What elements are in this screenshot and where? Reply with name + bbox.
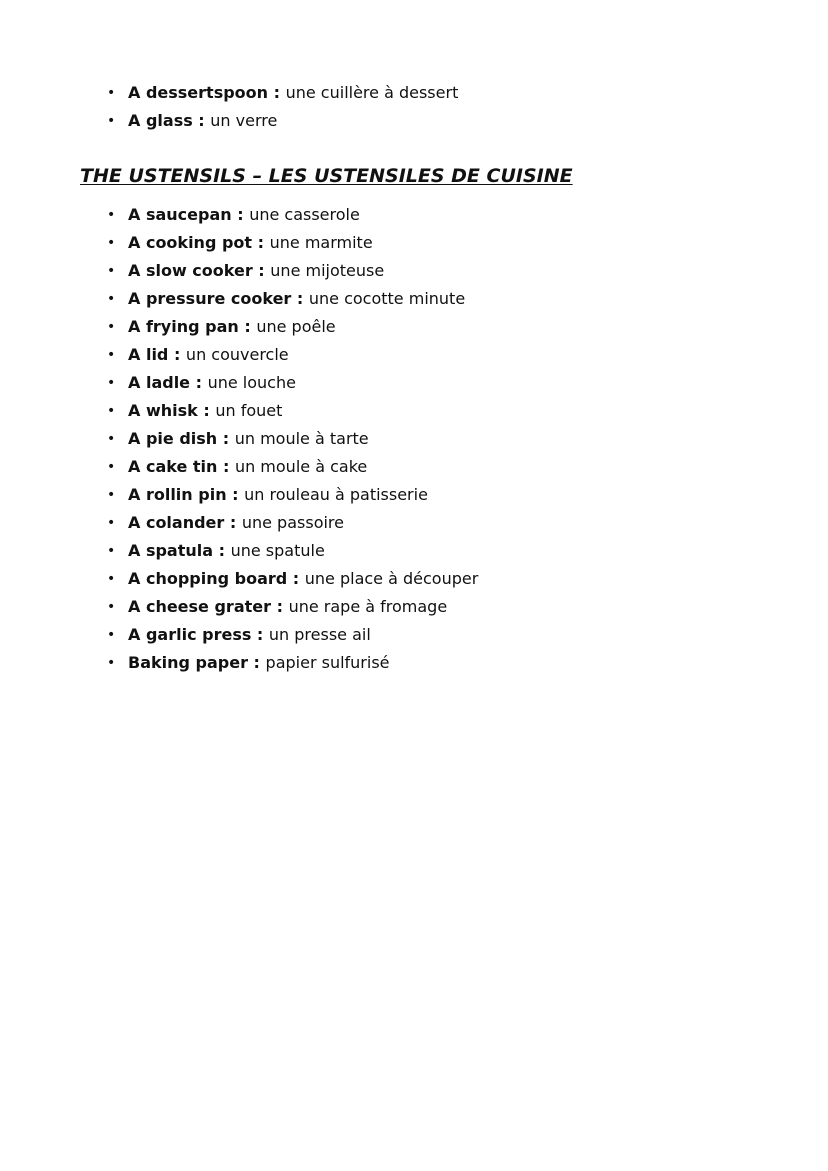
separator: : [168, 345, 186, 364]
french-translation: une mijoteuse [270, 261, 385, 280]
bullet-icon: • [107, 263, 116, 279]
french-translation: une cocotte minute [308, 289, 466, 308]
english-term: A cooking pot [128, 233, 253, 252]
bullet-icon: • [107, 319, 116, 335]
english-term: A dessertspoon [128, 83, 269, 102]
separator: : [252, 233, 270, 252]
bullet-icon: • [107, 403, 116, 419]
french-translation: une rape à fromage [288, 597, 448, 616]
english-term: A spatula [128, 541, 214, 560]
list-item [107, 79, 458, 107]
bullet-icon: • [107, 347, 116, 363]
list-item [107, 107, 458, 135]
separator: : [238, 317, 257, 336]
list-item [107, 621, 478, 649]
list-item [107, 509, 478, 537]
french-translation: une louche [207, 373, 296, 392]
separator: : [190, 373, 208, 392]
bullet-icon: • [107, 543, 116, 559]
english-term: A rollin pin [128, 485, 227, 504]
list-item [107, 481, 478, 509]
french-translation: une spatule [230, 541, 325, 560]
bullet-icon: • [107, 291, 116, 307]
bullet-icon: • [107, 207, 116, 223]
list-item [107, 201, 478, 229]
list-item [107, 397, 478, 425]
french-translation: un rouleau à patisserie [244, 485, 428, 504]
bullet-icon: • [107, 487, 116, 503]
separator: : [224, 513, 242, 532]
bullet-icon: • [107, 375, 116, 391]
english-term: A frying pan [128, 317, 239, 336]
separator: : [287, 569, 305, 588]
english-term: A pressure cooker [128, 289, 292, 308]
bullet-icon: • [107, 459, 116, 475]
french-translation: une marmite [269, 233, 373, 252]
list-item [107, 369, 478, 397]
english-term: A cheese grater [128, 597, 272, 616]
english-term: A pie dish [128, 429, 218, 448]
bullet-icon: • [107, 627, 116, 643]
bullet-icon: • [107, 235, 116, 251]
english-term: A garlic press [128, 625, 252, 644]
list-item [107, 453, 478, 481]
list-item [107, 229, 478, 257]
separator: : [226, 485, 245, 504]
bullet-icon: • [107, 515, 116, 531]
french-translation: un couvercle [185, 345, 289, 364]
list-item [107, 593, 478, 621]
separator: : [213, 541, 231, 560]
separator: : [247, 653, 266, 672]
list-item [107, 257, 478, 285]
separator: : [231, 205, 250, 224]
english-term: A whisk [128, 401, 198, 420]
french-translation: une place à découper [304, 569, 479, 588]
french-translation: une casserole [249, 205, 360, 224]
english-term: A saucepan [128, 205, 232, 224]
bullet-icon: • [107, 431, 116, 447]
english-term: A slow cooker [128, 261, 253, 280]
french-translation: un moule à cake [234, 457, 368, 476]
separator: : [217, 429, 235, 448]
list-item [107, 341, 478, 369]
english-term: A colander [128, 513, 225, 532]
separator: : [268, 83, 286, 102]
french-translation: un presse ail [268, 625, 371, 644]
separator: : [271, 597, 289, 616]
separator: : [252, 261, 271, 280]
separator: : [197, 401, 216, 420]
french-translation: une poêle [256, 317, 336, 336]
vocab-list-utensils [107, 201, 478, 677]
french-translation: une cuillère à dessert [285, 83, 459, 102]
list-item [107, 565, 478, 593]
bullet-icon: • [107, 571, 116, 587]
separator: : [217, 457, 235, 476]
bullet-icon: • [107, 599, 116, 615]
section-heading: THE USTENSILS – LES USTENSILES DE CUISINE [80, 165, 573, 187]
list-item [107, 537, 478, 565]
vocab-list-top [107, 79, 458, 135]
list-item [107, 313, 478, 341]
english-term: A cake tin [128, 457, 218, 476]
list-item [107, 285, 478, 313]
separator: : [192, 111, 211, 130]
bullet-icon: • [107, 655, 116, 671]
list-item [107, 425, 478, 453]
english-term: A glass [128, 111, 193, 130]
french-translation: un fouet [215, 401, 283, 420]
french-translation: un moule à tarte [234, 429, 369, 448]
english-term: Baking paper [128, 653, 248, 672]
separator: : [291, 289, 309, 308]
bullet-icon: • [107, 85, 116, 101]
english-term: A lid [128, 345, 169, 364]
bullet-icon: • [107, 113, 116, 129]
french-translation: papier sulfurisé [265, 653, 390, 672]
english-term: A chopping board [128, 569, 288, 588]
french-translation: un verre [210, 111, 278, 130]
french-translation: une passoire [241, 513, 344, 532]
list-item [107, 649, 478, 677]
separator: : [251, 625, 269, 644]
english-term: A ladle [128, 373, 191, 392]
